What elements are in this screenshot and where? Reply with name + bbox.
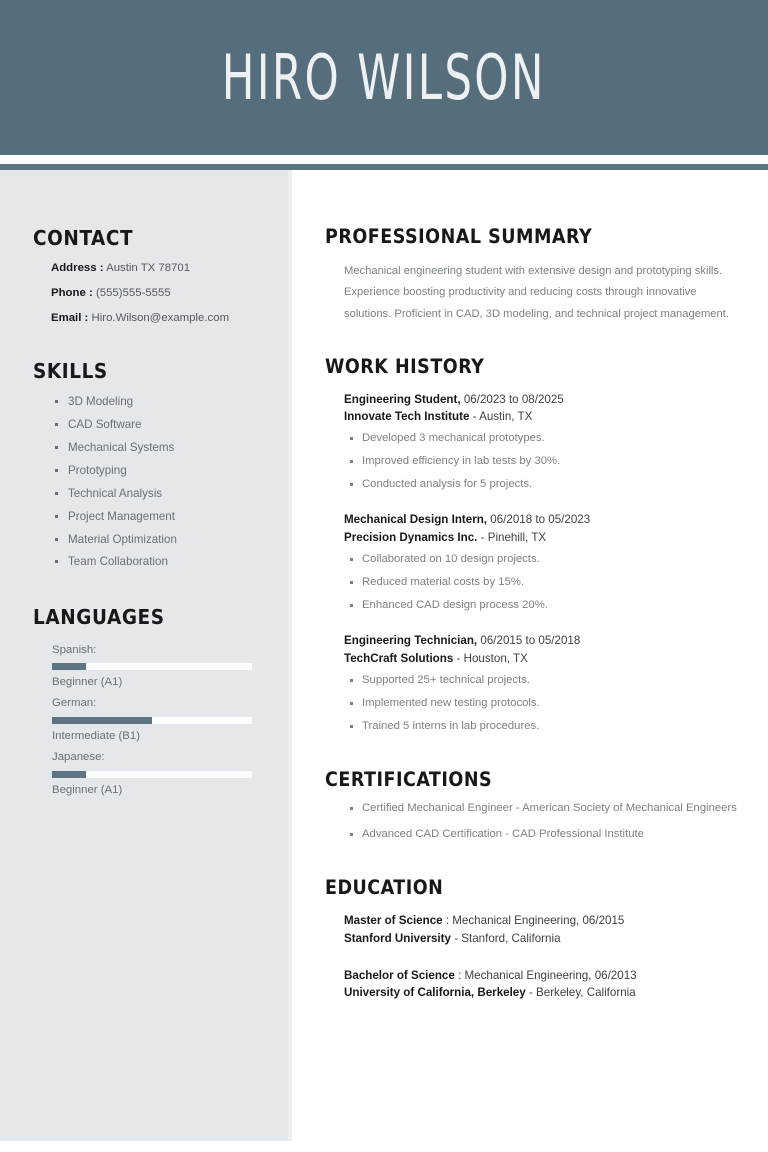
job-bullet-list [344,433,738,490]
job-title: Engineering Student, [344,392,461,406]
language-level: Intermediate (B1) [52,729,140,742]
education-location: - Berkeley, California [528,986,636,1000]
job-location: - Houston, TX [456,652,528,666]
skill-item: Material Optimization [55,534,264,546]
language-item-german [33,698,264,742]
skills-list [33,396,264,568]
language-item-japanese [33,752,264,796]
education-entry [325,912,738,948]
candidate-name: HIRO WILSON [221,40,547,114]
job-title-line [344,511,738,529]
education-degree: Bachelor of Science [344,968,455,982]
language-level: Beginner (A1) [52,675,123,688]
education-heading: EDUCATION [325,876,444,900]
certifications-heading: CERTIFICATIONS [325,767,493,791]
language-proficiency-bar [52,663,252,670]
job-company: Precision Dynamics Inc. [344,531,478,545]
language-proficiency-bar [52,717,252,724]
job-company-line [344,529,738,547]
job-title: Mechanical Design Intern, [344,513,488,527]
work-history-heading: WORK HISTORY [325,355,485,378]
education-entry [325,967,738,1003]
job-entry [325,511,738,611]
job-title: Engineering Technician, [344,634,478,648]
certification-item: Advanced CAD Certification - CAD Professional Institute [350,829,738,840]
contact-label-address: Address : [51,261,104,274]
job-dates: 06/2023 to 08/2025 [463,392,564,406]
education-location: - Stanford, California [454,931,561,945]
certifications-list [325,803,738,840]
job-dates: 06/2018 to 05/2023 [490,513,591,527]
contact-value-phone: (555)555-5555 [95,286,171,299]
summary-heading: PROFESSIONAL SUMMARY [325,225,593,248]
job-bullet: Supported 25+ technical projects. [350,675,738,686]
job-location: - Austin, TX [472,410,533,424]
job-bullet: Reduced material costs by 15%. [350,577,738,588]
job-bullet: Implemented new testing protocols. [350,698,738,709]
skill-item: Team Collaboration [55,556,264,568]
contact-label-email: Email : [51,312,89,325]
job-entry [325,632,738,732]
skill-item: Project Management [55,511,264,523]
contact-item-address [51,263,264,274]
language-item-spanish [33,645,264,689]
contact-value-email: Hiro.Wilson@example.com [91,312,230,325]
job-bullet-list [344,554,738,611]
job-company-line [344,650,738,668]
skills-heading: SKILLS [33,358,108,383]
education-degree: Master of Science [344,913,443,927]
job-bullet: Developed 3 mechanical prototypes. [350,433,738,444]
language-level: Beginner (A1) [52,783,123,796]
language-name: German: [52,697,97,710]
header-gap [0,155,768,164]
language-proficiency-fill [52,663,86,670]
job-bullet-list [344,675,738,732]
sidebar [0,170,288,1141]
job-title-line [344,391,738,409]
job-entry [325,391,738,491]
education-field: : Mechanical Engineering, 06/2015 [445,913,625,927]
education-school-line [344,930,738,948]
job-location: - Pinehill, TX [480,531,547,545]
contact-label-phone: Phone : [51,286,93,299]
education-school: University of California, Berkeley [344,986,526,1000]
language-proficiency-fill [52,717,152,724]
languages-heading: LANGUAGES [33,605,165,630]
education-school-line [344,984,738,1002]
language-proficiency-bar [52,771,252,778]
skill-item: 3D Modeling [55,396,264,408]
education-school: Stanford University [344,931,451,945]
contact-heading: CONTACT [33,226,134,250]
job-company-line [344,408,738,426]
summary-text: Mechanical engineering student with extensive design and prototyping skills. Experience boosting productivity and reducing costs through innovative solutions. Proficient in CAD, 3D modeling, and technical project management. [344,264,729,320]
job-bullet: Trained 5 interns in lab procedures. [350,721,738,732]
education-field: : Mechanical Engineering, 06/2013 [458,968,637,982]
skill-item: Mechanical Systems [55,442,264,454]
job-dates: 06/2015 to 05/2018 [480,634,581,648]
job-title-line [344,632,738,650]
certification-item: Certified Mechanical Engineer - American Society of Mechanical Engineers [350,803,738,814]
job-bullet: Improved efficiency in lab tests by 30%. [350,456,738,467]
main-column [292,170,768,1152]
language-proficiency-fill [52,771,86,778]
job-company: TechCraft Solutions [344,652,454,666]
education-degree-line [344,967,738,985]
education-degree-line [344,912,738,930]
language-name: Spanish: [52,643,97,656]
job-bullet: Conducted analysis for 5 projects. [350,479,738,490]
contact-item-phone [51,288,264,299]
contact-item-email [51,313,264,324]
resume-header [0,0,768,155]
contact-list [33,263,264,325]
skill-item: Prototyping [55,465,264,477]
job-bullet: Enhanced CAD design process 20%. [350,600,738,611]
skill-item: CAD Software [55,419,264,431]
language-name: Japanese: [52,751,105,764]
job-company: Innovate Tech Institute [344,410,470,424]
contact-value-address: Austin TX 78701 [106,261,191,274]
job-bullet: Collaborated on 10 design projects. [350,554,738,565]
skill-item: Technical Analysis [55,488,264,500]
